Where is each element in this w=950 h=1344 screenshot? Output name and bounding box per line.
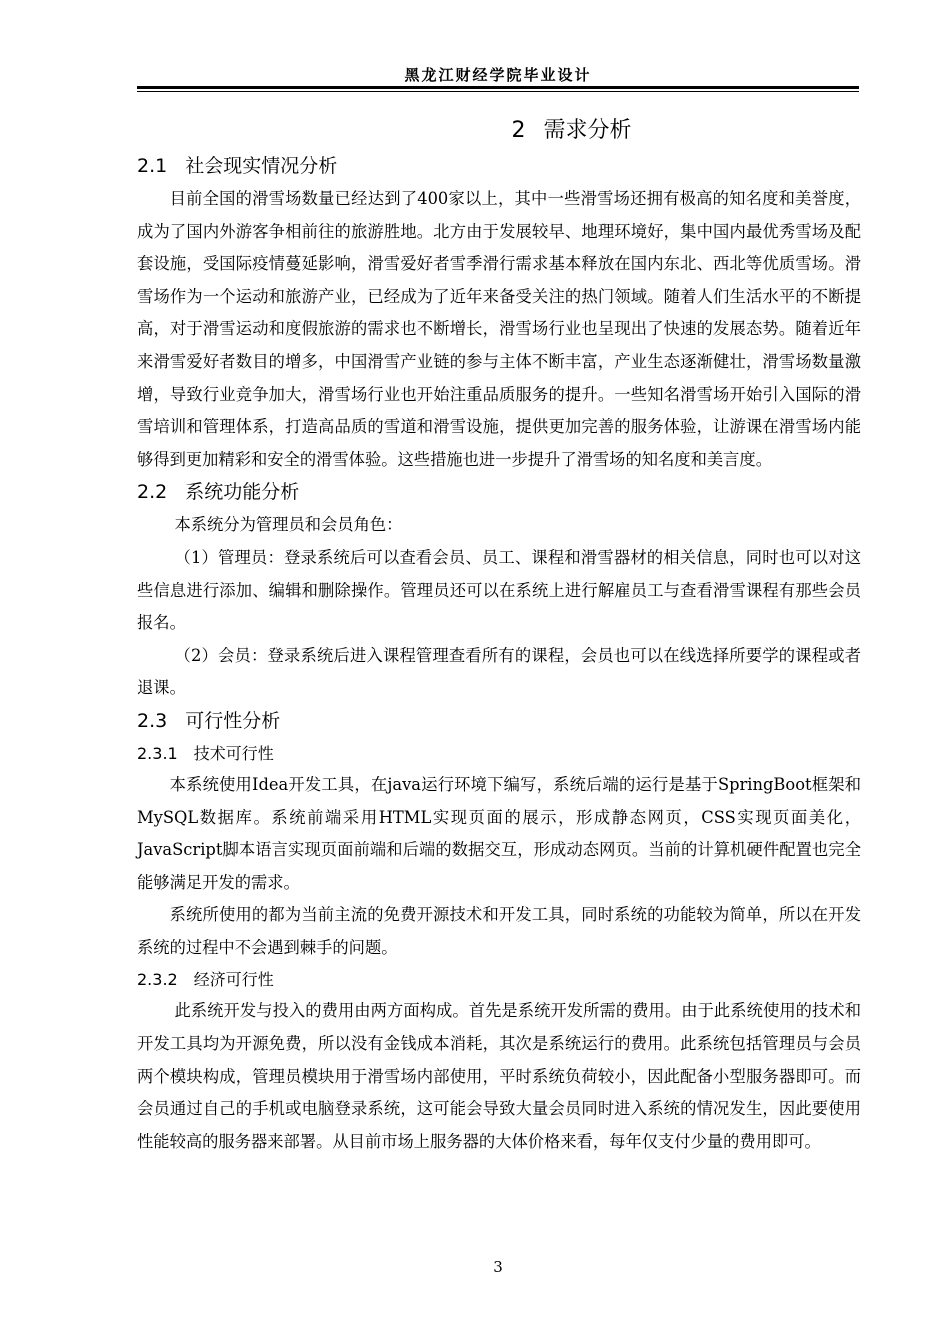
paragraph: 本系统使用Idea开发工具，在java运行环境下编写，系统后端的运行是基于SpringBoot框架和MySQL数据库。系统前端采用HTML实现页面的展示，形成静态网页，CSS实现页面美化，JavaScript脚本语言实现页面前端和后端的数据交互，形成动态网页。当前的计算机硬件配置也完全能够满足开发的需求。 [137, 774, 861, 892]
header-rule-thin [137, 91, 859, 92]
chapter-title [137, 112, 861, 150]
chapter-number: 2 [511, 118, 526, 143]
subsection-heading-2-3-2 [137, 964, 861, 995]
section-heading-2-2 [137, 476, 861, 509]
section-heading-2-1 [137, 150, 861, 183]
subsection-title: 经济可行性 [193, 970, 274, 990]
paragraph: 此系统开发与投入的费用由两方面构成。首先是系统开发所需的费用。由于此系统使用的技术和开发工具均为开源免费，所以没有金钱成本消耗，其次是系统运行的费用。此系统包括管理员与会员两个模块构成，管理员模块用于滑雪场内部使用，平时系统负荷较小，因此配备小型服务器即可。而会员通过自己的手机或电脑登录系统，这可能会导致大量会员同时进入系统的情况发生，因此要使用性能较高的服务器来部署。从目前市场上服务器的大体价格来看，每年仅支付少量的费用即可。 [137, 1001, 861, 1151]
section-title: 可行性分析 [185, 709, 281, 732]
paragraph: 本系统分为管理员和会员角色： [174, 515, 403, 535]
section-number: 2.3 [137, 709, 168, 732]
paragraph: 目前全国的滑雪场数量已经达到了400家以上，其中一些滑雪场还拥有极高的知名度和美誉度，成为了国内外游客争相前往的旅游胜地。北方由于发展较早、地理环境好，集中国内最优秀雪场及配套设施，受国际疫情蔓延影响，滑雪爱好者雪季滑行需求基本释放在国内东北、西北等优质雪场。滑雪场作为一个运动和旅游产业，已经成为了近年来备受关注的热门领域。随着人们生活水平的不断提高，对于滑雪运动和度假旅游的需求也不断增长，滑雪场行业也呈现出了快速的发展态势。随着近年来滑雪爱好者数目的增多，中国滑雪产业链的参与主体不断丰富，产业生态逐渐健壮，滑雪场数量激增，导致行业竞争加大，滑雪场行业也开始注重品质服务的提升。一些知名滑雪场开始引入国际的滑雪培训和管理体系，打造高品质的雪道和滑雪设施，提供更加完善的服务体验，让游课在滑雪场内能够得到更加精彩和安全的滑雪体验。这些措施也进一步提升了滑雪场的知名度和美言度。 [137, 189, 861, 469]
paragraph: 系统所使用的都为当前主流的免费开源技术和开发工具，同时系统的功能较为简单，所以在开发系统的过程中不会遇到棘手的问题。 [137, 905, 861, 957]
section-heading-2-3 [137, 705, 861, 738]
chapter-title-text: 需求分析 [543, 118, 632, 143]
header-rule-thick [137, 86, 859, 89]
paragraph: （1）管理员：登录系统后可以查看会员、员工、课程和滑雪器材的相关信息，同时也可以对这些信息进行添加、编辑和删除操作。管理员还可以在系统上进行解雇员工与查看滑雪课程有那些会员报名。 [137, 547, 861, 633]
page-header: 黑龙江财经学院毕业设计 [404, 66, 592, 84]
subsection-number: 2.3.1 [137, 743, 178, 763]
section-number: 2.2 [137, 481, 168, 504]
subsection-number: 2.3.2 [137, 970, 178, 990]
subsection-title: 技术可行性 [193, 743, 274, 763]
section-number: 2.1 [137, 155, 168, 177]
paragraph: （2）会员：登录系统后进入课程管理查看所有的课程，会员也可以在线选择所要学的课程或者退课。 [137, 645, 861, 698]
page-number: 3 [493, 1258, 503, 1276]
page-body [137, 112, 861, 1158]
subsection-heading-2-3-1 [137, 738, 861, 769]
section-title: 系统功能分析 [185, 481, 300, 504]
section-title: 社会现实情况分析 [185, 155, 338, 177]
